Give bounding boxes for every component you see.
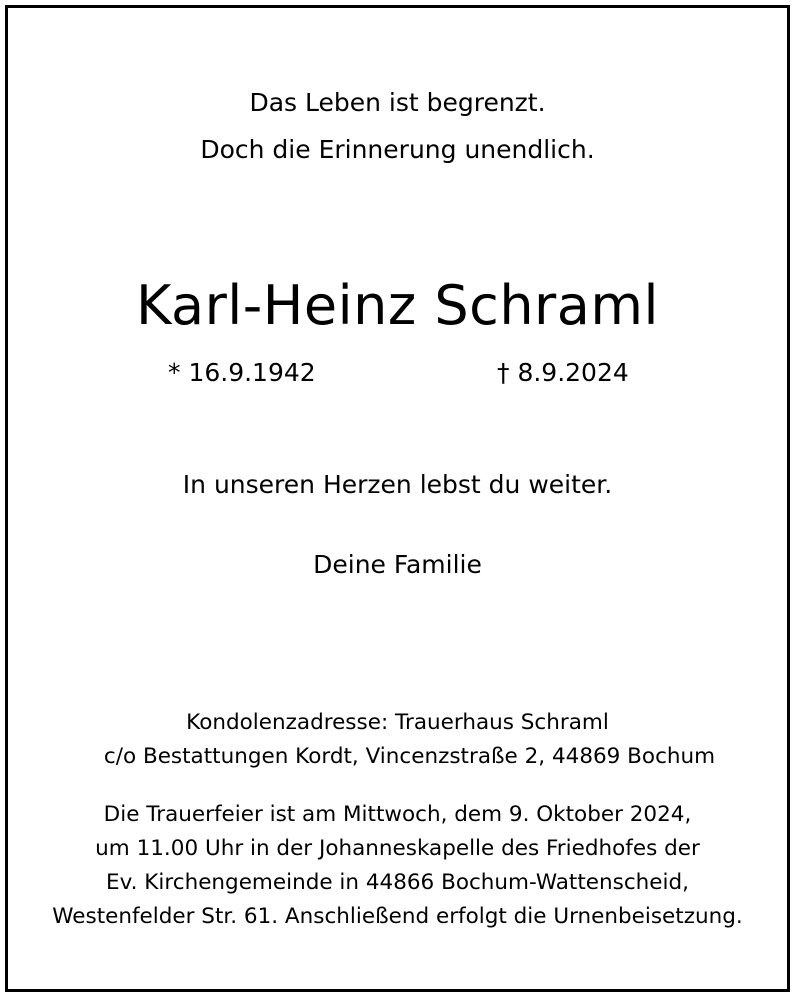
deceased-name: Karl-Heinz Schraml: [136, 274, 659, 337]
death-date: † 8.9.2024: [497, 358, 629, 387]
funeral-info-line-4: Westenfelder Str. 61. Anschließend erfolgt die Urnenbeisetzung.: [52, 904, 743, 929]
family-signature: Deine Familie: [313, 550, 482, 579]
funeral-info-line-1: Die Trauerfeier ist am Mittwoch, dem 9. Oktober 2024,: [103, 802, 692, 827]
condolence-address-line-2: c/o Bestattungen Kordt, Vincenzstraße 2, 44869 Bochum: [103, 744, 716, 769]
birth-date: * 16.9.1942: [168, 358, 316, 387]
funeral-info-line-3: Ev. Kirchengemeinde in 44866 Bochum-Wattenscheid,: [106, 870, 689, 895]
motto-line-1: Das Leben ist begrenzt.: [249, 88, 546, 117]
funeral-info-line-2: um 11.00 Uhr in der Johanneskapelle des Friedhofes der: [95, 836, 700, 861]
condolence-address-line-1: Kondolenzadresse: Trauerhaus Schraml: [186, 710, 609, 735]
motto-line-2: Doch die Erinnerung unendlich.: [200, 135, 595, 164]
closing-message: In unseren Herzen lebst du weiter.: [182, 470, 613, 499]
